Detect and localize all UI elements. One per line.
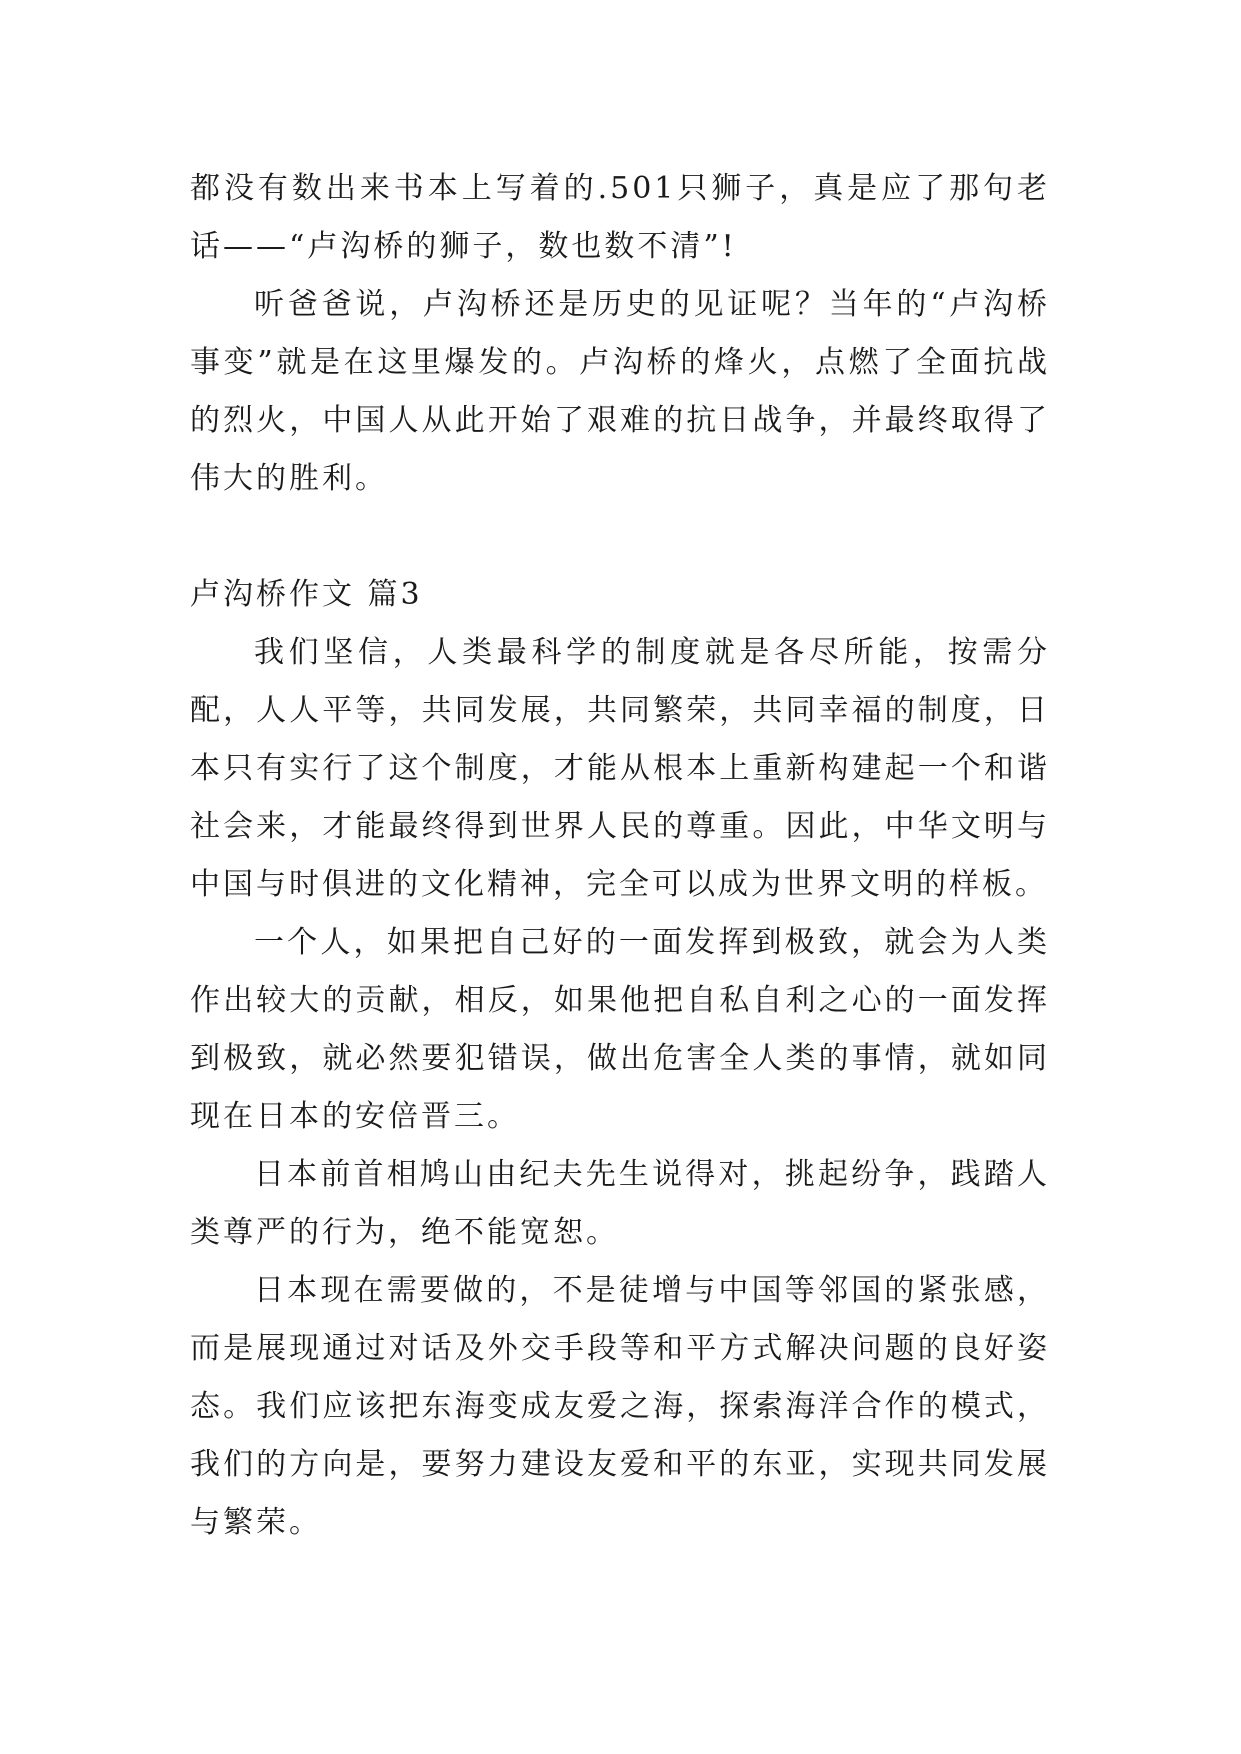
paragraph-continued: 都没有数出来书本上写着的.501只狮子，真是应了那句老话——“卢沟桥的狮子，数也数不清”! [190, 171, 1050, 264]
paragraph-hatoyama: 日本前首相鸠山由纪夫先生说得对，挑起纷争，践踏人类尊严的行为，绝不能宽恕。 [190, 1157, 1050, 1250]
paragraph-person: 一个人，如果把自己好的一面发挥到极致，就会为人类作出较大的贡献，相反，如果他把自私自利之心的一面发挥到极致，就必然要犯错误，做出危害全人类的事情，就如同现在日本的安倍晋三。 [190, 925, 1050, 1134]
document-page [190, 160, 1050, 1552]
paragraph-japan-now: 日本现在需要做的，不是徒增与中国等邻国的紧张感，而是展现通过对话及外交手段等和平方式解决问题的良好姿态。我们应该把东海变成友爱之海，探索海洋合作的模式，我们的方向是，要努力建设友爱和平的东亚，实现共同发展与繁荣。 [190, 1273, 1050, 1540]
paragraph-history: 听爸爸说，卢沟桥还是历史的见证呢？当年的“卢沟桥事变”就是在这里爆发的。卢沟桥的烽火，点燃了全面抗战的烈火，中国人从此开始了艰难的抗日战争，并最终取得了伟大的胜利。 [190, 287, 1050, 496]
section-title: 卢沟桥作文 篇3 [190, 577, 423, 612]
paragraph-system: 我们坚信，人类最科学的制度就是各尽所能，按需分配，人人平等，共同发展，共同繁荣，共同幸福的制度，日本只有实行了这个制度，才能从根本上重新构建起一个和谐社会来，才能最终得到世界人民的尊重。因此，中华文明与中国与时俱进的文化精神，完全可以成为世界文明的样板。 [190, 635, 1050, 902]
section-gap [190, 508, 1050, 566]
